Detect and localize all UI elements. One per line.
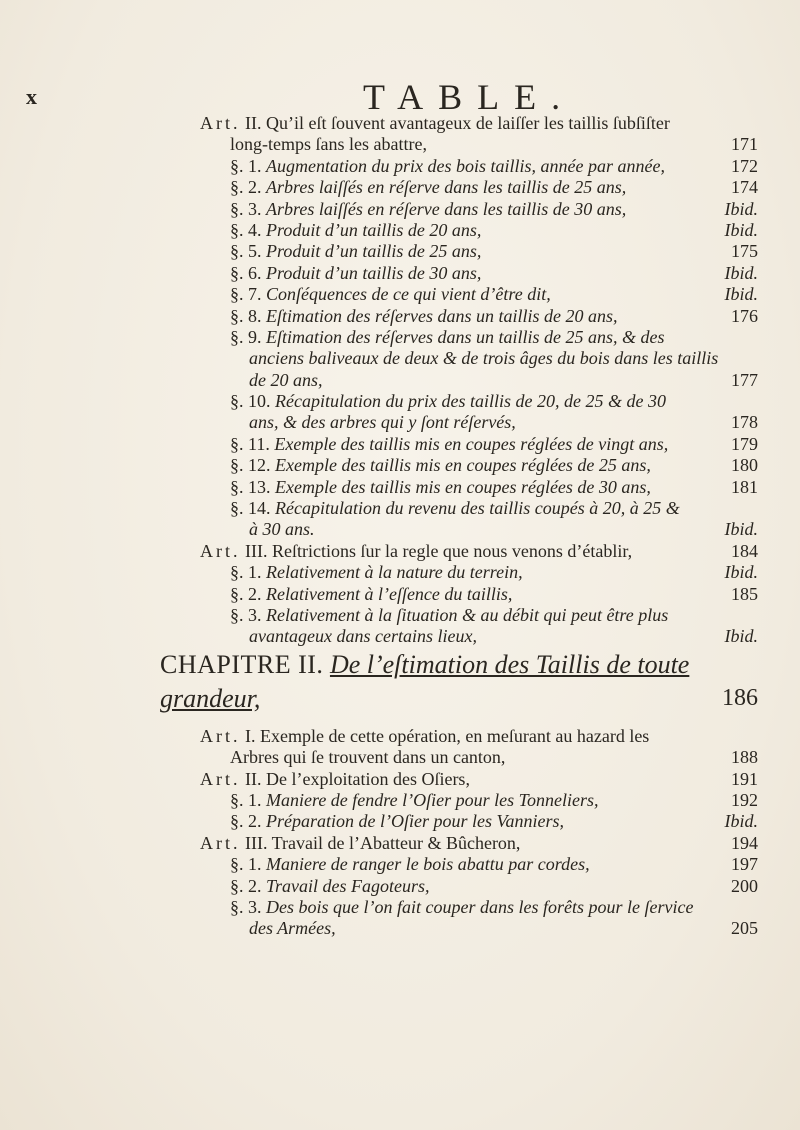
toc-entry-page: 197 (731, 854, 758, 875)
toc-entry-text: II. De l’exploitation des Oſiers, (245, 768, 470, 789)
toc-section-line (200, 584, 758, 605)
toc-entry-text: Augmentation du prix des bois taillis, année par année, (266, 155, 665, 176)
toc-entry-label: §. 5. (230, 241, 262, 262)
toc-entry-text: Eſtimation des réſerves dans un taillis de 25 ans, & des (266, 326, 665, 347)
toc-entry-text: long-temps ſans les abattre, (230, 134, 427, 155)
toc-entry-label: §. 8. (230, 305, 262, 326)
toc-section-line (200, 498, 758, 519)
toc-section-line (200, 391, 758, 412)
toc-entry-label: §. 2. (230, 177, 262, 198)
toc-entry-text: Travail des Fagoteurs, (266, 875, 430, 896)
toc-entry-page: 179 (731, 433, 758, 454)
toc-entry-label: §. 2. (230, 583, 262, 604)
toc-entry-text: anciens baliveaux de deux & de trois âges du bois dans les taillis (249, 348, 719, 369)
toc-entry-text: ans, & des arbres qui y ſont réſervés, (249, 412, 516, 433)
toc-section-line (200, 854, 758, 875)
toc-continuation-line (200, 134, 758, 155)
chapter-title-line1: De l’eſtimation des Taillis de toute (329, 649, 690, 679)
toc-entry-text: II. Qu’il eſt ſouvent avantageux de laiſſer les taillis ſubſiſter (245, 113, 670, 133)
page-number: x (26, 84, 37, 109)
toc-article-line (200, 833, 758, 854)
toc-entry-label: Art. (200, 832, 241, 853)
toc-entry-label: §. 9. (230, 326, 262, 347)
toc-entry-page: 200 (731, 875, 758, 896)
toc-article-line (200, 541, 758, 562)
toc-section-line (200, 811, 758, 832)
toc-entry-text: Relativement à la nature du terrein, (266, 562, 523, 583)
toc-entry-text: Produit d’un taillis de 25 ans, (266, 241, 482, 262)
toc-entry-page: 184 (731, 540, 758, 561)
toc-continuation-line (200, 918, 758, 939)
toc-entry-text: de 20 ans, (249, 369, 323, 390)
toc-continuation-line (200, 747, 758, 768)
toc-section-line (200, 477, 758, 498)
toc-entry-page: 178 (731, 412, 758, 433)
toc-entry-text: Arbres laiſſés en réſerve dans les taillis de 25 ans, (266, 177, 627, 198)
toc-entry-page: Ibid. (724, 262, 758, 283)
toc-entry-label: §. 6. (230, 262, 262, 283)
toc-entry-label: §. 3. (230, 896, 262, 917)
toc-entry-page: Ibid. (724, 626, 758, 647)
toc-entry-text: Produit d’un taillis de 30 ans, (266, 262, 482, 283)
toc-entry-label: Art. (200, 113, 241, 133)
toc-entry-text: à 30 ans. (249, 519, 315, 540)
chapter-title-line2: grandeur, (160, 683, 261, 713)
toc-entry-label: §. 1. (230, 155, 262, 176)
toc-article-line (200, 113, 758, 134)
chapter-heading (160, 649, 758, 688)
toc-entry-page: 185 (731, 583, 758, 604)
toc-section-line (200, 455, 758, 476)
toc-entry-page: 177 (731, 369, 758, 390)
toc-entry-label: §. 3. (230, 198, 262, 219)
toc-entry-text: Relativement à la ſituation & au débit qui peut être plus (266, 604, 669, 625)
toc-entry-page: 175 (731, 241, 758, 262)
toc-entry-text: avantageux dans certains lieux, (249, 626, 477, 647)
toc-section-line (200, 897, 758, 918)
toc-entry-page: 205 (731, 918, 758, 939)
toc-entry-page: Ibid. (724, 219, 758, 240)
toc-section-line (200, 241, 758, 262)
toc-entry-text: Maniere de ranger le bois abattu par cordes, (266, 854, 590, 875)
toc-entry-label: §. 12. (230, 455, 271, 476)
table-of-contents (160, 113, 758, 940)
toc-article-line (200, 726, 758, 747)
toc-entry-label: §. 2. (230, 875, 262, 896)
toc-continuation-line (200, 370, 758, 391)
chapter-label: CHAPITRE II. (160, 649, 324, 679)
toc-section-line (200, 434, 758, 455)
toc-entry-text: Produit d’un taillis de 20 ans, (266, 219, 482, 240)
toc-entry-text: III. Travail de l’Abatteur & Bûcheron, (245, 832, 521, 853)
chapter-page: 186 (722, 684, 758, 711)
toc-entry-text: Relativement à l’eſſence du taillis, (266, 583, 513, 604)
toc-entry-text: Arbres laiſſés en réſerve dans les taillis de 30 ans, (266, 198, 627, 219)
toc-entry-text: des Armées, (249, 918, 336, 939)
toc-section-line (200, 327, 758, 348)
toc-entry-text: Récapitulation du prix des taillis de 20, de 25 & de 30 (275, 391, 666, 412)
toc-section-line (200, 306, 758, 327)
page-title: TABLE. (363, 77, 576, 117)
toc-continuation-line (200, 412, 758, 433)
toc-continuation-line (200, 348, 758, 369)
toc-entry-text: Des bois que l’on fait couper dans les forêts pour le ſervice (266, 896, 694, 917)
toc-entry-page: 191 (731, 768, 758, 789)
toc-list-part1 (200, 113, 758, 648)
toc-section-line (200, 605, 758, 626)
toc-entry-text: Arbres qui ſe trouvent dans un canton, (230, 747, 506, 768)
toc-entry-label: §. 14. (230, 498, 271, 519)
toc-entry-page: 181 (731, 476, 758, 497)
toc-entry-page: 188 (731, 747, 758, 768)
toc-section-line (200, 790, 758, 811)
toc-entry-page: Ibid. (724, 519, 758, 540)
toc-article-line (200, 769, 758, 790)
toc-entry-page: 192 (731, 789, 758, 810)
toc-entry-page: 174 (731, 177, 758, 198)
toc-entry-text: Exemple des taillis mis en coupes réglées de vingt ans, (274, 433, 669, 454)
toc-entry-text: Préparation de l’Oſier pour les Vanniers, (266, 811, 564, 832)
toc-continuation-line (200, 626, 758, 647)
toc-entry-page: Ibid. (724, 562, 758, 583)
toc-entry-label: §. 10. (230, 391, 271, 412)
toc-section-line (200, 199, 758, 220)
toc-entry-page: 172 (731, 155, 758, 176)
toc-entry-page: Ibid. (724, 811, 758, 832)
toc-section-line (200, 177, 758, 198)
toc-entry-label: §. 7. (230, 284, 262, 305)
toc-entry-text: I. Exemple de cette opération, en meſurant au hazard les (245, 725, 650, 746)
toc-entry-page: 180 (731, 455, 758, 476)
chapter-heading-continued (160, 683, 758, 720)
toc-entry-label: Art. (200, 725, 241, 746)
toc-entry-label: §. 3. (230, 604, 262, 625)
toc-entry-label: §. 1. (230, 789, 262, 810)
toc-section-line (200, 263, 758, 284)
toc-entry-label: §. 2. (230, 811, 262, 832)
toc-section-line (200, 220, 758, 241)
toc-entry-text: Eſtimation des réſerves dans un taillis de 20 ans, (266, 305, 618, 326)
toc-entry-page: 194 (731, 832, 758, 853)
toc-entry-label: §. 1. (230, 562, 262, 583)
toc-entry-text: Exemple des taillis mis en coupes réglées de 25 ans, (275, 455, 651, 476)
toc-entry-text: Exemple des taillis mis en coupes réglées de 30 ans, (275, 476, 651, 497)
toc-entry-page: Ibid. (724, 198, 758, 219)
toc-entry-text: Maniere de fendre l’Oſier pour les Tonneliers, (266, 789, 599, 810)
toc-entry-label: Art. (200, 540, 241, 561)
toc-section-line (200, 156, 758, 177)
toc-entry-page: 176 (731, 305, 758, 326)
toc-entry-page: 171 (731, 134, 758, 155)
toc-entry-text: III. Reſtrictions ſur la regle que nous venons d’établir, (245, 540, 633, 561)
toc-entry-label: §. 11. (230, 433, 270, 454)
toc-entry-text: Conſéquences de ce qui vient d’être dit, (266, 284, 551, 305)
toc-section-line (200, 284, 758, 305)
toc-continuation-line (200, 519, 758, 540)
toc-entry-text: Récapitulation du revenu des taillis coupés à 20, à 25 & (275, 498, 680, 519)
toc-list-part2 (200, 726, 758, 940)
toc-section-line (200, 876, 758, 897)
toc-entry-label: §. 4. (230, 219, 262, 240)
toc-section-line (200, 562, 758, 583)
toc-entry-label: §. 13. (230, 476, 271, 497)
toc-entry-page: Ibid. (724, 284, 758, 305)
toc-entry-label: Art. (200, 768, 241, 789)
toc-entry-label: §. 1. (230, 854, 262, 875)
